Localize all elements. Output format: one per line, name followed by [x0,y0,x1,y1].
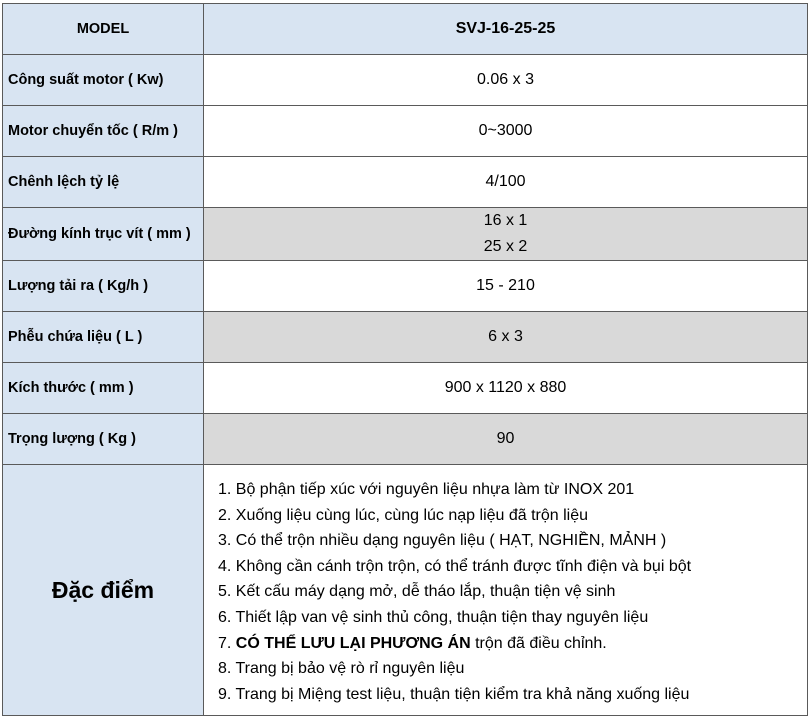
features-list-cell [204,465,808,716]
spec-label: Công suất motor ( Kw) [3,55,204,106]
feature-item: 1. Bộ phận tiếp xúc với nguyên liệu nhựa làm từ INOX 201 [218,481,635,498]
spec-value: 6 x 3 [204,312,808,363]
spec-row-screw-diameter [3,208,808,261]
spec-row-hopper [3,312,808,363]
spec-label: Motor chuyển tốc ( R/m ) [3,106,204,157]
spec-row-output [3,261,808,312]
spec-value: 90 [204,414,808,465]
feature-item-highlight: CÓ THỂ LƯU LẠI PHƯƠNG ÁN [235,634,471,652]
spec-label: Phễu chứa liệu ( L ) [3,312,204,363]
feature-item: 4. Không cần cánh trộn trộn, có thể tránh được tĩnh điện và bụi bột [218,557,692,575]
spec-label: Trọng lượng ( Kg ) [3,414,204,465]
spec-value: 0~3000 [204,106,808,157]
spec-label: Chênh lệch tỷ lệ [3,157,204,208]
spec-value: 0.06 x 3 [204,55,808,106]
features-row [3,465,808,716]
spec-row-weight [3,414,808,465]
spec-label: Lượng tải ra ( Kg/h ) [3,261,204,312]
spec-row-ratio [3,157,808,208]
spec-table [2,3,808,716]
spec-row-dimensions [3,363,808,414]
spec-value-line: 16 x 1 [483,212,528,229]
feature-item: 3. Có thể trộn nhiều dạng nguyên liệu ( HẠT, NGHIỀN, MẢNH ) [218,532,667,550]
spec-value-line: 25 x 2 [483,238,528,255]
features-label: Đặc điểm [3,465,204,716]
model-row [3,4,808,55]
spec-value: 15 - 210 [204,261,808,312]
spec-value: 4/100 [204,157,808,208]
spec-row-motor-speed [3,106,808,157]
model-label: MODEL [3,4,204,55]
spec-row-motor-power [3,55,808,106]
feature-item: 8. Trang bị bảo vệ rò rỉ nguyên liệu [218,660,465,678]
spec-label: Đường kính trục vít ( mm ) [3,208,204,261]
spec-label: Kích thước ( mm ) [3,363,204,414]
spec-value: 900 x 1120 x 880 [204,363,808,414]
feature-item: 5. Kết cấu máy dạng mở, dễ tháo lắp, thuận tiện vệ sinh [218,583,616,601]
feature-item: 6. Thiết lập van vệ sinh thủ công, thuận tiện thay nguyên liệu [218,608,649,626]
feature-item-prefix: 7. [218,634,236,652]
feature-item [218,631,807,657]
features-list [218,477,807,707]
model-value: SVJ-16-25-25 [204,4,808,55]
feature-item-suffix: trộn đã điều chỉnh. [470,634,607,652]
feature-item: 2. Xuống liệu cùng lúc, cùng lúc nạp liệu đã trộn liệu [218,506,589,524]
feature-item: 9. Trang bị Miệng test liệu, thuận tiện kiểm tra khả năng xuống liệu [218,685,690,703]
spec-value [204,208,808,261]
